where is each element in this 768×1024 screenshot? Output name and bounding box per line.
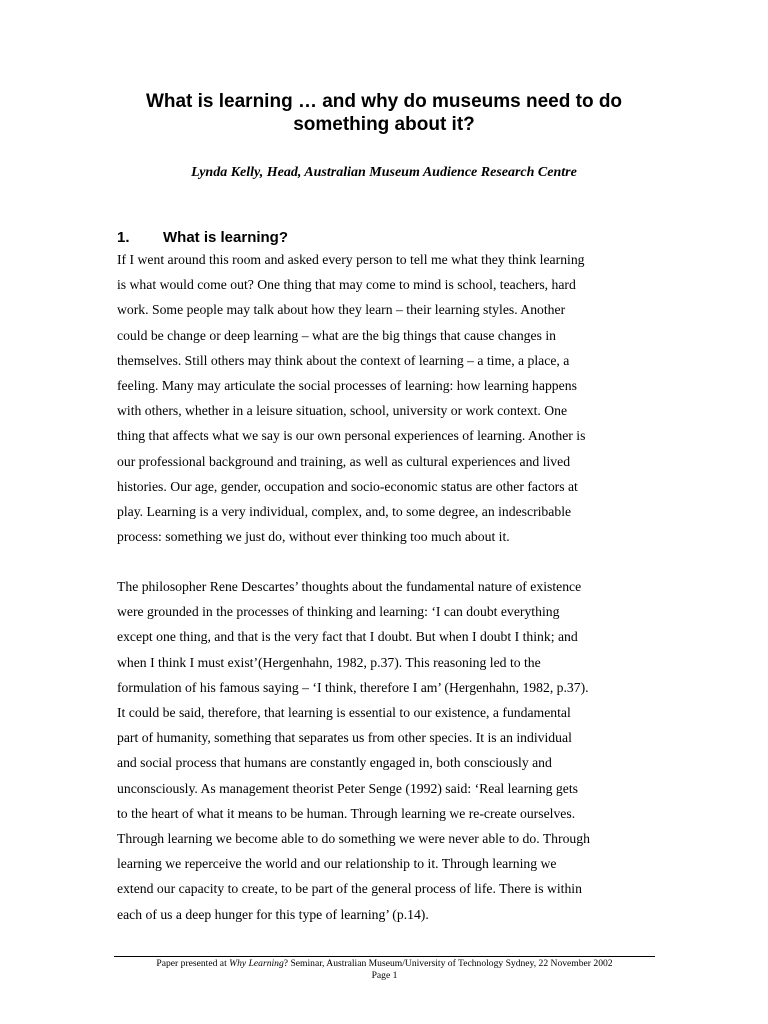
text-line: and social process that humans are constantly engaged in, both consciously and [117, 755, 552, 771]
text-line: to the heart of what it means to be human. Through learning we re-create ourselves. [117, 805, 576, 821]
paragraph-1 [117, 247, 653, 549]
text-line: play. Learning is a very individual, complex, and, to some degree, an indescribable [117, 504, 572, 520]
text-line: themselves. Still others may think about the context of learning – a time, a place, a [117, 352, 570, 368]
text-line: If I went around this room and asked every person to tell me what they think learning [117, 252, 585, 267]
text-line: except one thing, and that is the very fact that I doubt. But when I doubt I think; and [117, 629, 578, 645]
footer-prefix: Paper presented at [156, 958, 230, 969]
text-line: part of humanity, something that separates us from other species. It is an individual [117, 730, 572, 746]
text-line: when I think I must exist’(Hergenhahn, 1982, p.37). This reasoning led to the [117, 654, 541, 670]
text-line: unconsciously. As management theorist Peter Senge (1992) said: ‘Real learning gets [117, 780, 578, 796]
footer-divider [114, 956, 655, 957]
page-footer [114, 958, 655, 982]
section-title: What is learning? [163, 229, 289, 246]
text-line: our professional background and training, as well as cultural experiences and lived [117, 453, 571, 469]
text-line: learning we reperceive the world and our relationship to it. Through learning we [117, 856, 557, 872]
text-line: The philosopher Rene Descartes’ thoughts about the fundamental nature of existence [117, 579, 582, 594]
text-line: work. Some people may talk about how they learn – their learning styles. Another [117, 302, 566, 318]
footer-suffix: ? Seminar, Australian Museum/University of Technology Sydney, 22 November 2002 [283, 958, 613, 969]
section-number: 1. [117, 229, 130, 246]
text-line: each of us a deep hunger for this type of learning’ (p.14). [117, 906, 429, 922]
text-line: process: something we just do, without ever thinking too much about it. [117, 529, 510, 545]
text-line: It could be said, therefore, that learning is essential to our existence, a fundamental [117, 705, 571, 721]
text-line: Through learning we become able to do something we were never able to do. Through [117, 831, 590, 847]
document-title [100, 90, 668, 136]
text-line: formulation of his famous saying – ‘I think, therefore I am’ (Hergenhahn, 1982, p.37). [117, 679, 589, 695]
text-line: thing that affects what we say is our own personal experiences of learning. Another is [117, 428, 586, 444]
title-line: What is learning … and why do museums need to do [145, 91, 623, 112]
section-heading [117, 228, 288, 248]
text-line: is what would come out? One thing that may come to mind is school, teachers, hard [117, 277, 576, 293]
page-number: Page 1 [371, 970, 398, 981]
footer-citation [114, 958, 655, 970]
text-line: were grounded in the processes of thinking and learning: ‘I can doubt everything [117, 604, 560, 620]
text-line: feeling. Many may articulate the social processes of learning: how learning happens [117, 378, 577, 394]
title-line: something about it? [293, 114, 475, 135]
text-line: with others, whether in a leisure situation, school, university or work context. One [117, 403, 568, 419]
paragraph-2 [117, 574, 653, 927]
text-line: histories. Our age, gender, occupation and socio-economic status are other factors at [117, 478, 578, 494]
text-line: extend our capacity to create, to be part of the general process of life. There is within [117, 881, 582, 897]
author-line: Lynda Kelly, Head, Australian Museum Audience Research Centre [191, 165, 577, 180]
text-line: could be change or deep learning – what are the big things that cause changes in [117, 327, 556, 343]
footer-seminar-name: Why Learning [229, 958, 284, 969]
